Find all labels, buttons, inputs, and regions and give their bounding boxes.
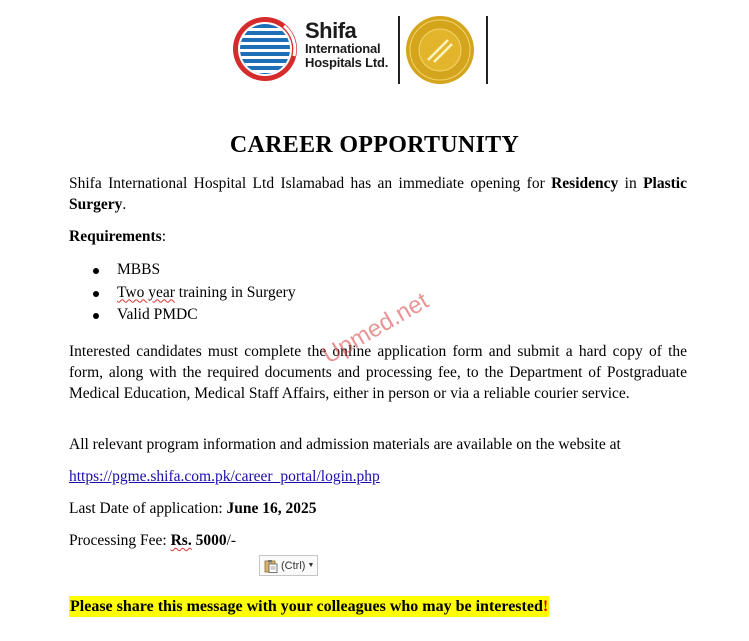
logo-line-international: International <box>305 41 381 56</box>
header-logos <box>232 14 492 86</box>
deadline-value: June 16, 2025 <box>226 500 317 517</box>
requirements-colon: : <box>161 228 167 245</box>
requirements-list <box>69 259 296 327</box>
clipboard-icon <box>264 559 278 573</box>
list-item: Valid PMDC <box>69 304 296 327</box>
paste-options-label: (Ctrl) <box>281 559 306 572</box>
logo-divider-left <box>398 16 400 84</box>
share-message <box>69 596 549 617</box>
shifa-globe-logo <box>232 16 298 82</box>
career-portal-link[interactable]: https://pgme.shifa.com.pk/career_portal/login.php <box>69 468 380 485</box>
page-title: CAREER OPPORTUNITY <box>229 132 520 158</box>
logo-line-hospitals: Hospitals Ltd. <box>305 55 389 70</box>
requirements-label: Requirements <box>69 228 162 245</box>
list-item: MBBS <box>69 259 296 282</box>
deadline-label: Last Date of application: <box>69 500 227 517</box>
intro-text-in: in <box>618 175 644 192</box>
shifa-wordmark <box>305 20 388 70</box>
deadline-line <box>69 500 317 518</box>
instructions-paragraph: Interested candidates must complete the online application form and submit a hard copy of the form, along with the required documents and processing fee, to the Department of Postgraduate Medical Education, Medical Staff Affairs, either in person or via a reliable courier service. <box>69 343 687 402</box>
chevron-down-icon: ▼ <box>307 562 315 569</box>
fee-label: Processing Fee: <box>69 532 171 549</box>
share-message-exclaim: ! <box>542 598 549 615</box>
fee-suffix: /- <box>226 532 237 549</box>
intro-period: . <box>122 196 127 213</box>
intro-paragraph <box>69 173 687 215</box>
position-type: Residency <box>551 175 619 192</box>
logo-name: Shifa <box>305 18 357 43</box>
jci-seal-icon <box>404 14 476 86</box>
specialty: Plastic Surgery <box>69 175 687 213</box>
list-item <box>69 282 296 305</box>
share-message-text: Please share this message with your colleagues who may be interested <box>70 598 543 615</box>
intro-text: Shifa International Hospital Ltd Islamabad has an immediate opening for <box>69 175 552 192</box>
fee-amount: 5000 <box>191 532 227 549</box>
fee-line <box>69 532 236 550</box>
watermark-text: Upmed.net <box>318 287 434 370</box>
paste-options-button[interactable] <box>259 555 318 576</box>
requirements-heading <box>69 228 166 246</box>
list-item-rest: training in Surgery <box>174 283 296 301</box>
fee-currency: Rs. <box>170 532 192 549</box>
program-info-text: All relevant program information and admission materials are available on the website at <box>69 436 621 453</box>
spellcheck-word: Two year <box>117 283 175 301</box>
logo-divider-right <box>486 16 488 84</box>
